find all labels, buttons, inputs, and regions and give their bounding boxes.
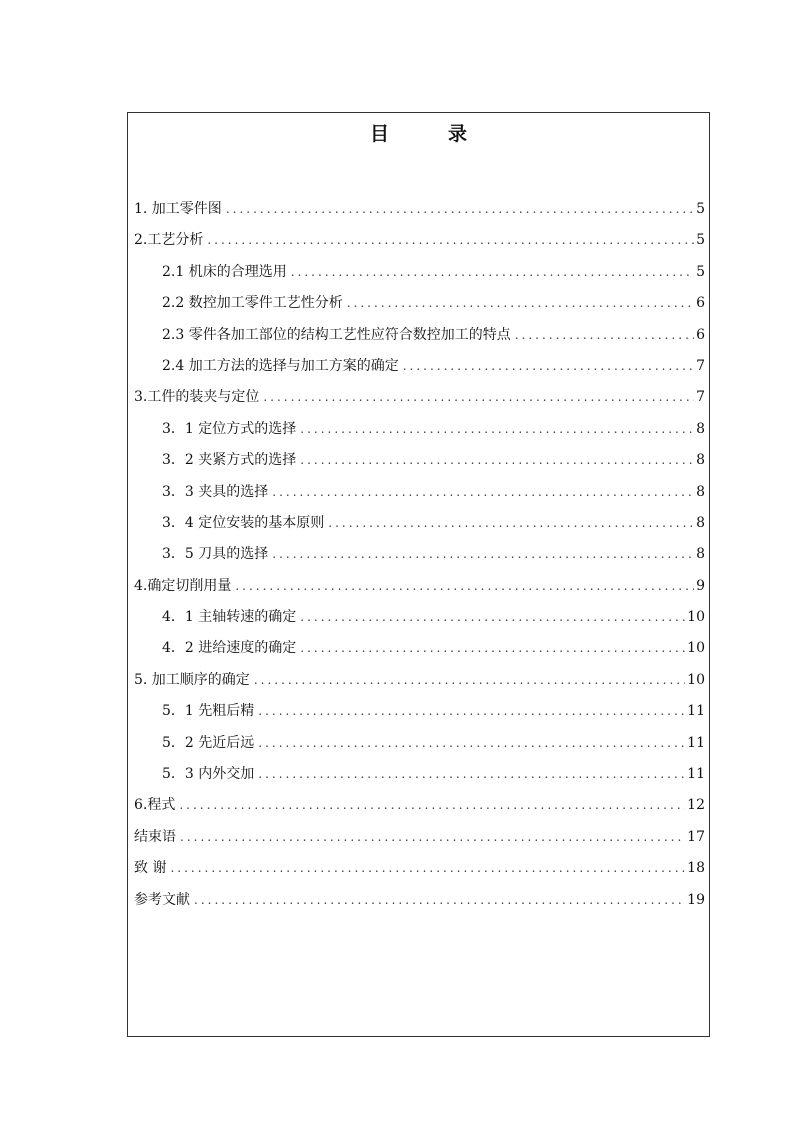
toc-dot-leader xyxy=(515,320,694,351)
toc-entry-page-number: 5 xyxy=(696,263,705,280)
toc-dot-leader xyxy=(258,696,685,727)
toc-entry-label: 4.确定切削用量 xyxy=(134,577,232,594)
toc-entry[interactable] xyxy=(134,508,705,539)
toc-entry-page-number: 6 xyxy=(696,295,705,312)
toc-dot-leader xyxy=(170,853,685,884)
toc-dot-leader xyxy=(300,633,685,664)
toc-entry[interactable] xyxy=(134,602,705,633)
toc-entry-page-number: 11 xyxy=(687,703,705,720)
toc-entry[interactable] xyxy=(134,257,705,288)
toc-entry-page-number: 8 xyxy=(696,546,705,563)
toc-dot-leader xyxy=(258,759,685,790)
toc-entry[interactable] xyxy=(134,853,705,884)
toc-entry-label: 3.工件的装夹与定位 xyxy=(134,389,260,406)
toc-dot-leader xyxy=(226,194,694,225)
toc-entry[interactable] xyxy=(134,351,705,382)
toc-entry-label: 3．4 定位安装的基本原则 xyxy=(162,514,325,531)
toc-entry-page-number: 8 xyxy=(696,483,705,500)
toc-entry-label: 5．1 先粗后精 xyxy=(162,703,255,720)
toc-entry-label: 2.工艺分析 xyxy=(134,232,204,249)
toc-dot-leader xyxy=(403,351,694,382)
toc-entry-label: 4．1 主轴转速的确定 xyxy=(162,609,297,626)
toc-entry-page-number: 5 xyxy=(696,232,705,249)
toc-entry[interactable] xyxy=(134,571,705,602)
toc-entry[interactable] xyxy=(134,445,705,476)
toc-entry[interactable] xyxy=(134,320,705,351)
toc-entry-label: 结束语 xyxy=(134,828,176,845)
toc-dot-leader xyxy=(300,414,694,445)
toc-entry[interactable] xyxy=(134,477,705,508)
toc-entry-page-number: 10 xyxy=(687,671,705,688)
toc-entry-page-number: 19 xyxy=(687,891,705,908)
toc-entry[interactable] xyxy=(134,790,705,821)
toc-entry[interactable] xyxy=(134,194,705,225)
toc-dot-leader xyxy=(300,602,685,633)
toc-dot-leader xyxy=(272,539,694,570)
toc-entry-page-number: 10 xyxy=(687,640,705,657)
toc-entry[interactable] xyxy=(134,633,705,664)
toc-entry-label: 5．3 内外交加 xyxy=(162,766,255,783)
toc-dot-leader xyxy=(235,571,694,602)
toc-entry[interactable] xyxy=(134,696,705,727)
toc-entry-label: 2.2 数控加工零件工艺性分析 xyxy=(162,295,343,312)
toc-entry-label: 4．2 进给速度的确定 xyxy=(162,640,297,657)
toc-dot-leader xyxy=(180,822,685,853)
toc-entry[interactable] xyxy=(134,288,705,319)
toc-entry-label: 5. 加工顺序的确定 xyxy=(134,671,250,688)
toc-entry-page-number: 10 xyxy=(687,609,705,626)
toc-entry[interactable] xyxy=(134,539,705,570)
toc-dot-leader xyxy=(254,665,685,696)
toc-entry-page-number: 12 xyxy=(687,797,705,814)
toc-entry[interactable] xyxy=(134,822,705,853)
toc-entry[interactable] xyxy=(134,414,705,445)
toc-entry-label: 3．3 夹具的选择 xyxy=(162,483,269,500)
toc-entry-label: 3．1 定位方式的选择 xyxy=(162,420,297,437)
toc-entry-label: 2.4 加工方法的选择与加工方案的确定 xyxy=(162,357,399,374)
toc-entry-label: 参考文献 xyxy=(134,891,190,908)
toc-entry-page-number: 9 xyxy=(696,577,705,594)
toc-entry-label: 5．2 先近后远 xyxy=(162,734,255,751)
toc-entry-page-number: 8 xyxy=(696,514,705,531)
toc-title: 目 录 xyxy=(369,123,487,145)
toc-entry-page-number: 11 xyxy=(687,734,705,751)
toc-entry[interactable] xyxy=(134,225,705,256)
toc-entry-page-number: 18 xyxy=(687,860,705,877)
toc-dot-leader xyxy=(179,790,685,821)
toc-entry-page-number: 17 xyxy=(687,828,705,845)
toc-dot-leader xyxy=(347,288,694,319)
toc-entry[interactable] xyxy=(134,885,705,916)
toc-entry[interactable] xyxy=(134,759,705,790)
toc-entry-page-number: 7 xyxy=(696,357,705,374)
document-frame xyxy=(127,112,710,1037)
toc-entry[interactable] xyxy=(134,665,705,696)
toc-list xyxy=(134,194,705,916)
toc-dot-leader xyxy=(263,382,694,413)
toc-entry-label: 6.程式 xyxy=(134,797,176,814)
toc-entry-label: 2.1 机床的合理选用 xyxy=(162,263,287,280)
toc-entry-label: 致 谢 xyxy=(134,860,167,877)
toc-entry-label: 3．5 刀具的选择 xyxy=(162,546,269,563)
toc-entry-page-number: 5 xyxy=(696,201,705,217)
toc-entry[interactable] xyxy=(134,728,705,759)
toc-dot-leader xyxy=(194,885,685,916)
toc-entry-page-number: 11 xyxy=(687,766,705,783)
toc-entry-label: 1. 加工零件图 xyxy=(134,201,222,217)
toc-dot-leader xyxy=(300,445,694,476)
toc-entry-label: 2.3 零件各加工部位的结构工艺性应符合数控加工的特点 xyxy=(162,326,511,343)
toc-dot-leader xyxy=(291,257,694,288)
toc-dot-leader xyxy=(272,477,694,508)
toc-dot-leader xyxy=(207,225,694,256)
toc-entry-page-number: 8 xyxy=(696,420,705,437)
toc-entry-page-number: 6 xyxy=(696,326,705,343)
toc-entry-page-number: 8 xyxy=(696,452,705,469)
toc-entry-label: 3．2 夹紧方式的选择 xyxy=(162,452,297,469)
toc-dot-leader xyxy=(258,728,685,759)
toc-entry[interactable] xyxy=(134,382,705,413)
toc-dot-leader xyxy=(328,508,694,539)
toc-entry-page-number: 7 xyxy=(696,389,705,406)
